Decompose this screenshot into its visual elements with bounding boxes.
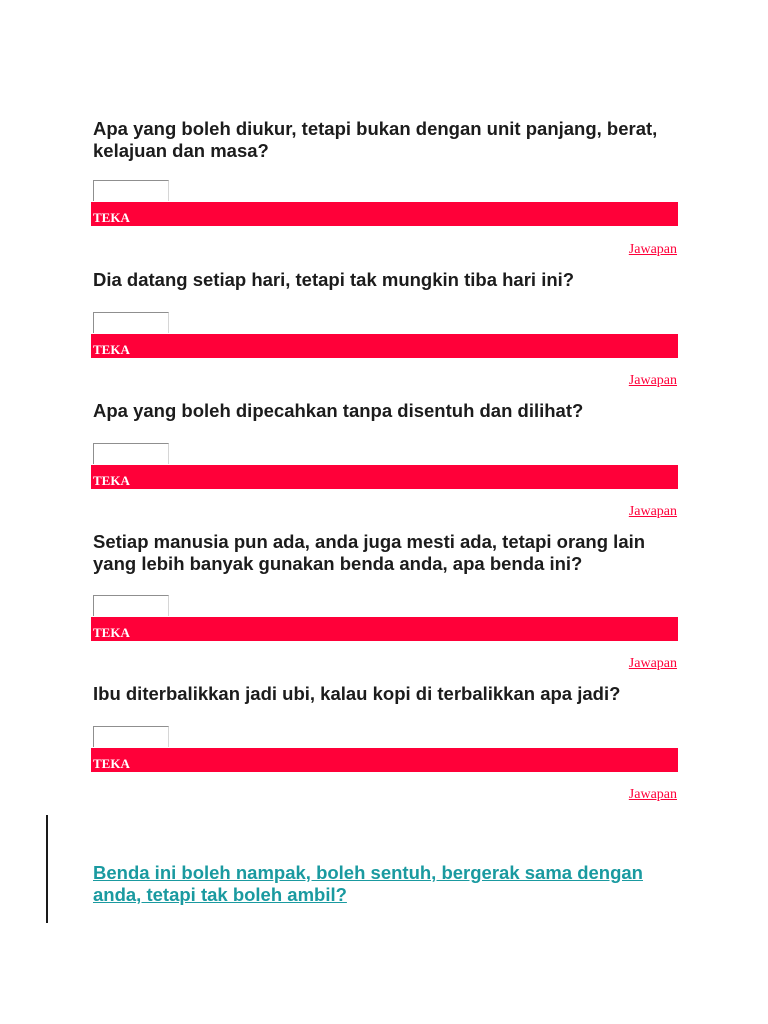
- answer-input[interactable]: [93, 595, 169, 616]
- teka-button[interactable]: TEKA: [91, 617, 678, 641]
- riddle-question: Setiap manusia pun ada, anda juga mesti ada, tetapi orang lain yang lebih banyak gunakan benda anda, apa benda ini?: [93, 531, 646, 574]
- riddle-question: Ibu diterbalikkan jadi ubi, kalau kopi di terbalikkan apa jadi?: [93, 683, 621, 704]
- jawapan-link[interactable]: Jawapan: [628, 373, 677, 388]
- riddle-block-5: [91, 683, 679, 802]
- jawapan-link[interactable]: Jawapan: [628, 656, 677, 671]
- teka-button[interactable]: TEKA: [91, 202, 678, 226]
- next-riddle-link[interactable]: Benda ini boleh nampak, boleh sentuh, bergerak sama dengan anda, tetapi tak boleh ambil?: [93, 862, 643, 905]
- jawapan-link[interactable]: Jawapan: [628, 242, 677, 257]
- jawapan-link[interactable]: Jawapan: [628, 787, 677, 802]
- teka-button[interactable]: TEKA: [91, 465, 678, 489]
- teka-button[interactable]: TEKA: [91, 748, 678, 772]
- riddle-block-4: [91, 531, 679, 671]
- answer-input[interactable]: [93, 180, 169, 201]
- riddle-question: Apa yang boleh diukur, tetapi bukan dengan unit panjang, berat, kelajuan dan masa?: [93, 118, 658, 161]
- riddle-block-2: [91, 269, 679, 388]
- riddle-question: Dia datang setiap hari, tetapi tak mungkin tiba hari ini?: [93, 269, 575, 290]
- riddle-question: Apa yang boleh dipecahkan tanpa disentuh dan dilihat?: [93, 400, 584, 421]
- answer-input[interactable]: [93, 726, 169, 747]
- answer-input[interactable]: [93, 443, 169, 464]
- riddle-block-1: [91, 118, 679, 257]
- jawapan-link[interactable]: Jawapan: [628, 504, 677, 519]
- left-border-rule: [46, 815, 48, 923]
- answer-input[interactable]: [93, 312, 169, 333]
- riddle-block-3: [91, 400, 679, 519]
- teka-button[interactable]: TEKA: [91, 334, 678, 358]
